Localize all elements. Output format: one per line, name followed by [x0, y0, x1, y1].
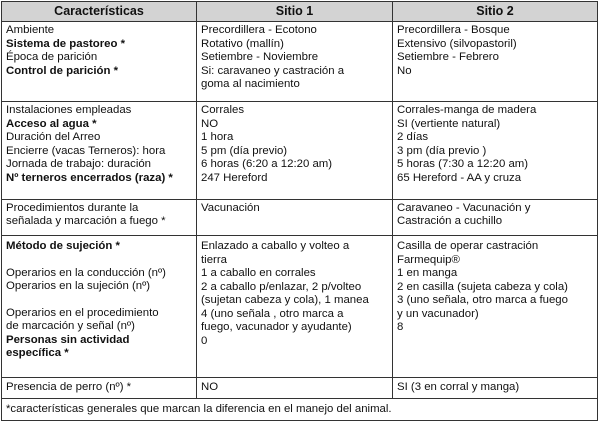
header-caracteristicas: Características	[2, 2, 197, 22]
row-label-cell: Presencia de perro (nº) *	[2, 378, 197, 398]
table-row	[2, 378, 598, 398]
table-row	[2, 199, 598, 236]
sitio-1-cell: Precordillera - Ecotono Rotativo (mallín) Setiembre - Noviembre Si: caravaneo y castración a goma al nacimiento	[197, 22, 393, 102]
header-sitio-2: Sitio 2	[393, 2, 598, 22]
sitio-2-cell: Precordillera - Bosque Extensivo (silvopastoril) Setiembre - Febrero No	[393, 22, 598, 102]
table-row	[2, 102, 598, 199]
sitio-1-cell: Enlazado a caballo y volteo a tierra 1 a caballo en corrales 2 a caballo p/enlazar, 2 p/volteo (sujetan cabeza y cola), 1 manea 4 (uno señala , otro marca a fuego, vacunador y ayudante) 0	[197, 236, 393, 378]
header-row	[2, 2, 598, 22]
sitio-1-cell: Corrales NO 1 hora 5 pm (día previo) 6 horas (6:20 a 12:20 am) 247 Hereford	[197, 102, 393, 199]
sitio-1-cell: Vacunación	[197, 199, 393, 236]
header-sitio-1: Sitio 1	[197, 2, 393, 22]
footnote-row	[2, 398, 598, 420]
row-label-cell: Método de sujeción * Operarios en la conducción (nº) Operarios en la sujeción (nº) Operarios en el procedimiento de marcación y señal (nº) Personas sin actividad específica *	[2, 236, 197, 378]
table-row	[2, 22, 598, 102]
sitio-2-cell: Casilla de operar castración Farmequip® 1 en manga 2 en casilla (sujeta cabeza y cola) 3 (uno señala, otro marca a fuego y un vacunador) 8	[393, 236, 598, 378]
sitio-2-cell: Caravaneo - Vacunación y Castración a cuchillo	[393, 199, 598, 236]
sitio-2-cell: SI (3 en corral y manga)	[393, 378, 598, 398]
row-label-cell: Instalaciones empleadas Acceso al agua * Duración del Arreo Encierre (vacas Terneros): hora Jornada de trabajo: duración Nº terneros encerrados (raza) *	[2, 102, 197, 199]
comparison-table	[1, 1, 598, 421]
table-row	[2, 236, 598, 378]
sitio-1-cell: NO	[197, 378, 393, 398]
row-label-cell: Ambiente Sistema de pastoreo * Época de parición Control de parición *	[2, 22, 197, 102]
row-label-cell: Procedimientos durante la señalada y marcación a fuego *	[2, 199, 197, 236]
footnote: *características generales que marcan la diferencia en el manejo del animal.	[2, 398, 598, 420]
sitio-2-cell: Corrales-manga de madera SI (vertiente natural) 2 días 3 pm (día previo ) 5 horas (7:30 a 12:20 am) 65 Hereford - AA y cruza	[393, 102, 598, 199]
